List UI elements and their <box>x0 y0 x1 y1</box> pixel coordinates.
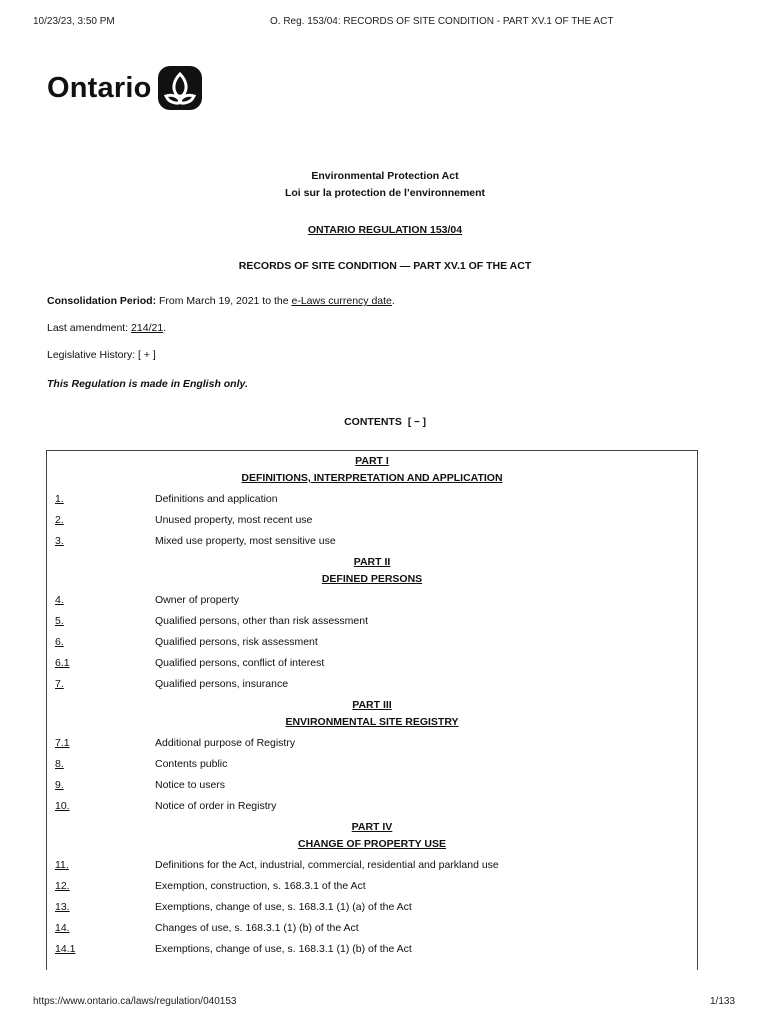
consolidation-period <box>47 295 395 307</box>
toc-section-title: Definitions and application <box>155 493 278 505</box>
toc-section-title: Qualified persons, conflict of interest <box>155 657 325 669</box>
consolidation-text: From March 19, 2021 to the <box>156 295 292 307</box>
last-amendment <box>47 322 166 334</box>
toc-section-number-link[interactable]: 8. <box>55 758 64 770</box>
logo-wordmark: Ontario <box>47 71 152 104</box>
regulation-title: RECORDS OF SITE CONDITION — PART XV.1 OF THE ACT <box>238 260 532 272</box>
legislative-history-label: Legislative History: <box>47 349 139 361</box>
print-footer-page: 1/133 <box>710 996 736 1007</box>
currency-date-link[interactable]: e-Laws currency date <box>291 295 392 307</box>
consolidation-suffix: . <box>391 295 395 307</box>
toc-section-title: Contents public <box>155 758 228 770</box>
toc-part-label[interactable]: PART I <box>355 455 389 467</box>
toc-section-title: Qualified persons, insurance <box>155 678 289 690</box>
consolidation-label: Consolidation Period: <box>47 295 157 307</box>
toc-section-title: Exemptions, change of use, s. 168.3.1 (1) (a) of the Act <box>155 901 412 913</box>
toc-part-heading[interactable]: ENVIRONMENTAL SITE REGISTRY <box>285 716 459 728</box>
toc-section-number-link[interactable]: 14.1 <box>55 943 76 955</box>
toc-section-number-link[interactable]: 9. <box>55 779 64 791</box>
last-amendment-label: Last amendment: <box>47 322 132 334</box>
contents-table <box>46 450 698 970</box>
act-title-en: Environmental Protection Act <box>311 170 459 182</box>
act-title-fr: Loi sur la protection de l’environnement <box>284 187 486 199</box>
toc-section-title: Additional purpose of Registry <box>155 737 296 749</box>
legislative-history-toggle[interactable]: [ + ] <box>138 349 156 361</box>
last-amendment-suffix: . <box>163 322 167 334</box>
toc-section-title: Mixed use property, most sensitive use <box>155 535 336 547</box>
amendment-link[interactable]: 214/21 <box>131 322 164 334</box>
print-header-title: O. Reg. 153/04: RECORDS OF SITE CONDITION - PART XV.1 OF THE ACT <box>270 16 614 27</box>
toc-section-number-link[interactable]: 10. <box>55 800 70 812</box>
toc-section-number-link[interactable]: 7. <box>55 678 64 690</box>
toc-section-number-link[interactable]: 4. <box>55 594 64 606</box>
ontario-trillium-icon <box>158 66 202 110</box>
toc-section-number-link[interactable]: 12. <box>55 880 70 892</box>
toc-part-heading[interactable]: DEFINITIONS, INTERPRETATION AND APPLICATION <box>241 472 503 484</box>
toc-section-number-link[interactable]: 5. <box>55 615 64 627</box>
legislative-history <box>47 349 156 361</box>
language-note: This Regulation is made in English only. <box>47 378 248 390</box>
toc-section-title: Exemptions, change of use, s. 168.3.1 (1) (b) of the Act <box>155 943 412 955</box>
toc-section-title: Notice to users <box>155 779 226 791</box>
toc-section-title: Changes of use, s. 168.3.1 (1) (b) of the Act <box>155 922 359 934</box>
toc-section-number-link[interactable]: 1. <box>55 493 64 505</box>
toc-section-title: Definitions for the Act, industrial, commercial, residential and parkland use <box>155 859 499 871</box>
toc-section-number-link[interactable]: 3. <box>55 535 64 547</box>
toc-part-label[interactable]: PART III <box>352 699 392 711</box>
toc-part-label[interactable]: PART IV <box>351 821 393 833</box>
toc-section-title: Exemption, construction, s. 168.3.1 of the Act <box>155 880 366 892</box>
toc-section-title: Owner of property <box>155 594 240 606</box>
toc-section-number-link[interactable]: 2. <box>55 514 64 526</box>
regulation-number: ONTARIO REGULATION 153/04 <box>307 224 463 236</box>
toc-section-title: Notice of order in Registry <box>155 800 277 812</box>
toc-part-heading[interactable]: CHANGE OF PROPERTY USE <box>298 838 446 850</box>
print-header-datetime: 10/23/23, 3:50 PM <box>33 16 115 27</box>
contents-title: CONTENTS <box>344 416 402 428</box>
toc-section-title: Qualified persons, risk assessment <box>155 636 318 648</box>
toc-section-title: Qualified persons, other than risk assessment <box>155 615 369 627</box>
contents-heading <box>0 416 770 428</box>
contents-toggle[interactable]: [ − ] <box>407 417 426 428</box>
toc-part-heading[interactable]: DEFINED PERSONS <box>321 573 423 585</box>
print-footer-url: https://www.ontario.ca/laws/regulation/040153 <box>33 996 237 1007</box>
toc-section-number-link[interactable]: 6. <box>55 636 64 648</box>
toc-section-number-link[interactable]: 14. <box>55 922 70 934</box>
toc-section-number-link[interactable]: 11. <box>55 859 69 871</box>
toc-section-title: Unused property, most recent use <box>155 514 313 526</box>
toc-section-number-link[interactable]: 6.1 <box>55 657 70 669</box>
ontario-logo[interactable] <box>47 66 202 110</box>
toc-section-number-link[interactable]: 7.1 <box>55 737 70 749</box>
toc-part-label[interactable]: PART II <box>353 556 391 568</box>
toc-section-number-link[interactable]: 13. <box>55 901 70 913</box>
